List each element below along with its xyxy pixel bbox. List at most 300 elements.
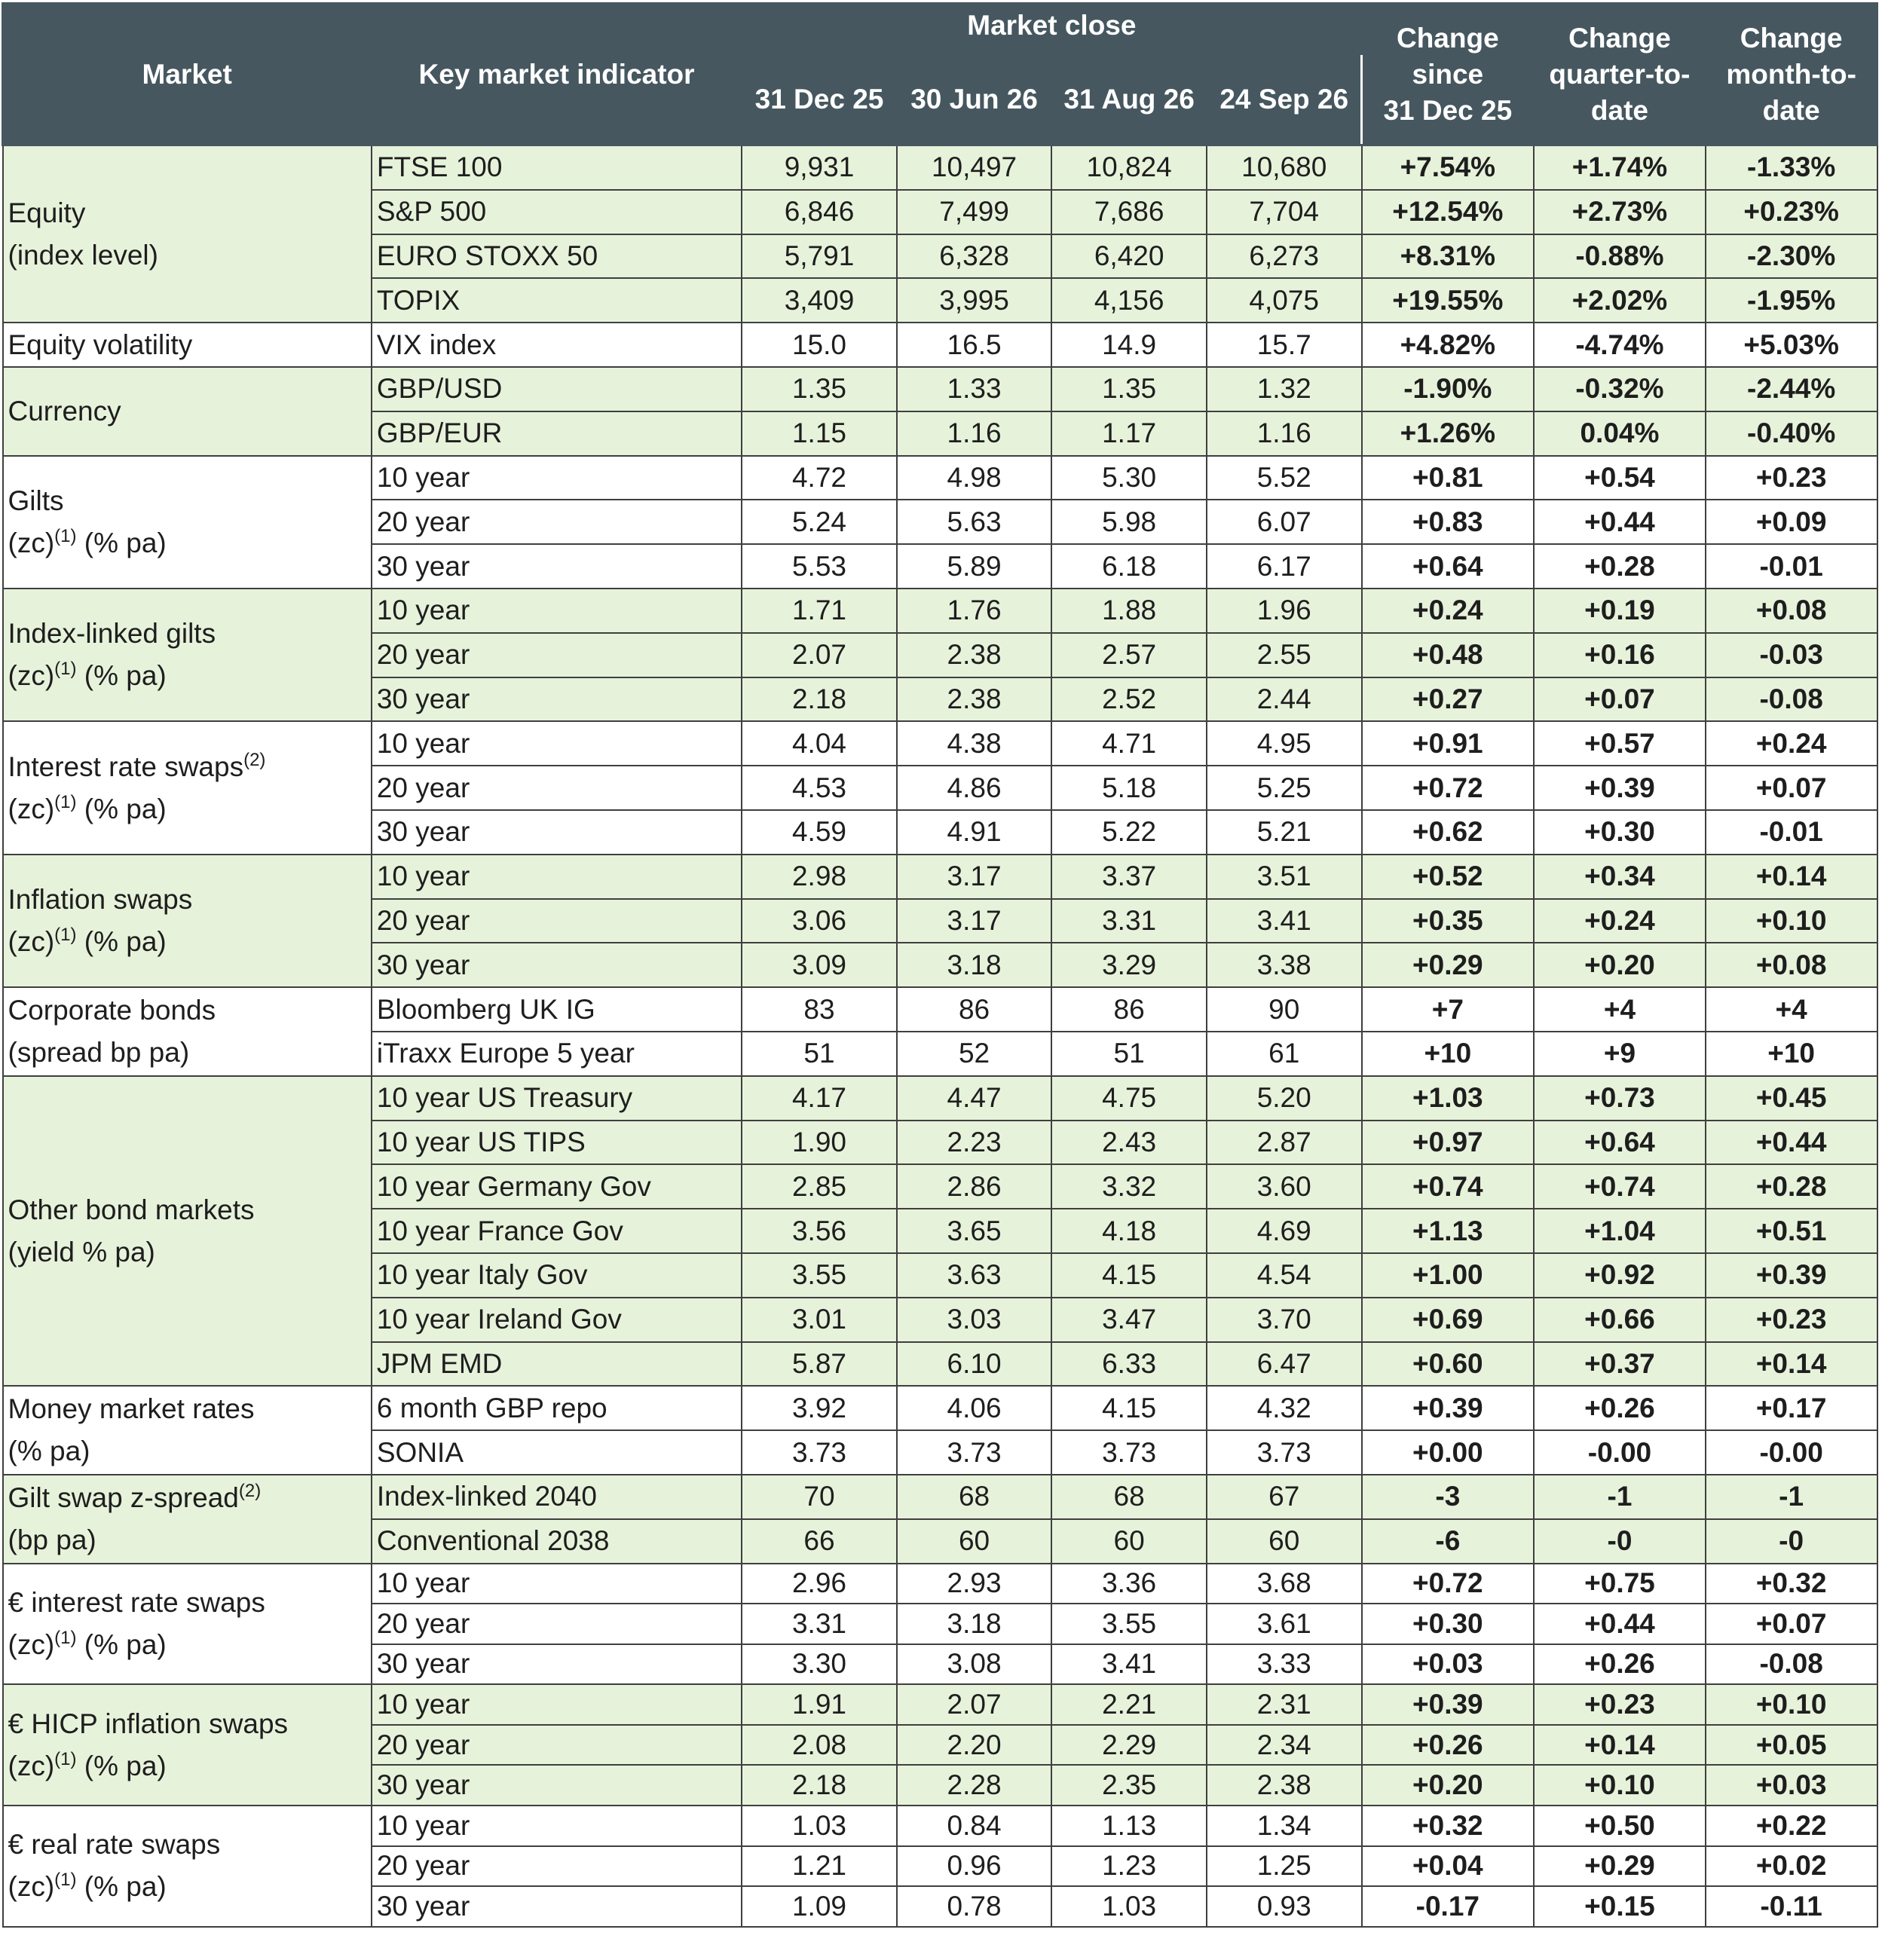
market-label-text: (zc) <box>8 527 55 558</box>
value-cell: 66 <box>742 1519 897 1564</box>
change-cell: +0.02 <box>1706 1846 1877 1887</box>
value-cell: 3.65 <box>897 1209 1052 1253</box>
indicator-cell: GBP/USD <box>372 367 742 411</box>
value-cell: 5.89 <box>897 544 1052 589</box>
value-cell: 3.09 <box>742 943 897 987</box>
market-group-label <box>3 1684 372 1806</box>
change-cell: -2.30% <box>1706 234 1877 279</box>
value-cell: 0.84 <box>897 1806 1052 1846</box>
value-cell: 4.18 <box>1051 1209 1207 1253</box>
change-cell: +0.32 <box>1362 1806 1535 1846</box>
value-cell: 6,328 <box>897 234 1052 279</box>
value-cell: 5.22 <box>1051 810 1207 855</box>
change-cell: -0.03 <box>1706 633 1877 677</box>
change-cell: +0.10 <box>1706 1684 1877 1725</box>
value-cell: 3.29 <box>1051 943 1207 987</box>
value-cell: 3.73 <box>1207 1430 1362 1475</box>
value-cell: 7,704 <box>1207 190 1362 234</box>
change-cell: +4 <box>1534 987 1706 1032</box>
change-cell: +1.74% <box>1534 145 1706 190</box>
change-cell: -0.00 <box>1706 1430 1877 1475</box>
change-mtd-line-3: date <box>1762 94 1820 126</box>
change-cell: +5.03% <box>1706 323 1877 367</box>
market-label-text: (% pa) <box>76 1750 167 1781</box>
indicator-cell: 10 year Germany Gov <box>372 1164 742 1209</box>
market-label-line <box>8 192 371 234</box>
change-cell: +4 <box>1706 987 1877 1032</box>
table-row <box>3 721 1877 766</box>
market-label-text: Index-linked gilts <box>8 618 216 650</box>
change-since-header <box>1362 4 1535 145</box>
date-header-4: 24 Sep 26 <box>1207 54 1362 145</box>
table-row <box>3 456 1877 500</box>
footnote-marker: (1) <box>54 525 77 546</box>
market-label-text: Equity <box>8 197 86 228</box>
market-label-text: € real rate swaps <box>8 1829 221 1861</box>
market-label-line <box>8 921 371 963</box>
change-cell: +10 <box>1706 1032 1877 1076</box>
change-cell: +2.73% <box>1534 190 1706 234</box>
value-cell: 5.87 <box>742 1342 897 1387</box>
market-label-text: Equity volatility <box>8 329 193 360</box>
change-cell: +19.55% <box>1362 278 1535 323</box>
value-cell: 16.5 <box>897 323 1052 367</box>
value-cell: 2.07 <box>742 633 897 677</box>
footnote-marker: (1) <box>54 659 77 680</box>
value-cell: 2.87 <box>1207 1121 1362 1165</box>
value-cell: 70 <box>742 1475 897 1519</box>
value-cell: 1.17 <box>1051 411 1207 456</box>
change-cell: +0.72 <box>1362 1564 1535 1604</box>
value-cell: 3.37 <box>1051 855 1207 899</box>
table-row <box>3 145 1877 190</box>
value-cell: 86 <box>1051 987 1207 1032</box>
indicator-cell: 30 year <box>372 943 742 987</box>
value-cell: 0.78 <box>897 1886 1052 1927</box>
value-cell: 86 <box>897 987 1052 1032</box>
change-cell: +0.91 <box>1362 721 1535 766</box>
change-cell: -1.95% <box>1706 278 1877 323</box>
value-cell: 3.61 <box>1207 1604 1362 1644</box>
market-group-label <box>3 721 372 854</box>
value-cell: 2.21 <box>1051 1684 1207 1725</box>
value-cell: 60 <box>1051 1519 1207 1564</box>
indicator-cell: 10 year US Treasury <box>372 1076 742 1121</box>
change-cell: +1.00 <box>1362 1253 1535 1298</box>
value-cell: 4.15 <box>1051 1253 1207 1298</box>
change-cell: +0.09 <box>1706 500 1877 544</box>
change-cell: +10 <box>1362 1032 1535 1076</box>
value-cell: 4.91 <box>897 810 1052 855</box>
value-cell: 4.38 <box>897 721 1052 766</box>
market-label-line <box>8 879 371 921</box>
change-cell: +0.44 <box>1534 500 1706 544</box>
indicator-cell: 30 year <box>372 1644 742 1685</box>
change-cell: +0.74 <box>1362 1164 1535 1209</box>
market-group-label <box>3 367 372 456</box>
indicator-cell: SONIA <box>372 1430 742 1475</box>
change-mtd-line-2: month-to- <box>1726 58 1856 90</box>
market-label-text: (% pa) <box>76 1871 167 1903</box>
change-cell: +0.69 <box>1362 1298 1535 1342</box>
change-cell: +0.34 <box>1534 855 1706 899</box>
change-cell: +0.39 <box>1534 766 1706 810</box>
indicator-cell: 30 year <box>372 1765 742 1806</box>
change-cell: +0.39 <box>1706 1253 1877 1298</box>
market-label-line <box>8 234 371 277</box>
market-label-line <box>8 655 371 697</box>
indicator-cell: 10 year <box>372 1564 742 1604</box>
indicator-cell: 30 year <box>372 677 742 722</box>
change-cell: +0.44 <box>1534 1604 1706 1644</box>
change-cell: +0.03 <box>1362 1644 1535 1685</box>
change-cell: +0.48 <box>1362 633 1535 677</box>
change-cell: +0.30 <box>1362 1604 1535 1644</box>
indicator-column-header: Key market indicator <box>372 4 742 145</box>
change-cell: +12.54% <box>1362 190 1535 234</box>
value-cell: 2.35 <box>1051 1765 1207 1806</box>
table-row <box>3 855 1877 899</box>
value-cell: 1.16 <box>897 411 1052 456</box>
market-label-text: Gilt swap z-spread <box>8 1481 239 1513</box>
indicator-cell: TOPIX <box>372 278 742 323</box>
change-cell: +0.14 <box>1706 855 1877 899</box>
change-cell: +0.26 <box>1534 1386 1706 1430</box>
value-cell: 3.33 <box>1207 1644 1362 1685</box>
change-cell: -3 <box>1362 1475 1535 1519</box>
value-cell: 1.23 <box>1051 1846 1207 1887</box>
change-cell: +1.26% <box>1362 411 1535 456</box>
indicator-cell: Conventional 2038 <box>372 1519 742 1564</box>
value-cell: 1.35 <box>742 367 897 411</box>
value-cell: 68 <box>897 1475 1052 1519</box>
footnote-marker: (1) <box>54 791 77 812</box>
value-cell: 2.29 <box>1051 1725 1207 1766</box>
change-cell: +0.04 <box>1362 1846 1535 1887</box>
change-mtd-header <box>1706 4 1877 145</box>
value-cell: 1.13 <box>1051 1806 1207 1846</box>
value-cell: 4,156 <box>1051 278 1207 323</box>
value-cell: 3.30 <box>742 1644 897 1685</box>
value-cell: 1.91 <box>742 1684 897 1725</box>
indicator-cell: GBP/EUR <box>372 411 742 456</box>
change-cell: +0.29 <box>1362 943 1535 987</box>
value-cell: 2.43 <box>1051 1121 1207 1165</box>
change-cell: +0.14 <box>1706 1342 1877 1387</box>
indicator-cell: 20 year <box>372 899 742 943</box>
change-since-line-1: Change <box>1396 22 1499 54</box>
change-cell: +0.66 <box>1534 1298 1706 1342</box>
value-cell: 0.93 <box>1207 1886 1362 1927</box>
market-close-header: Market close <box>742 4 1361 54</box>
value-cell: 3.36 <box>1051 1564 1207 1604</box>
value-cell: 4.47 <box>897 1076 1052 1121</box>
market-label-text: (zc) <box>8 793 55 824</box>
value-cell: 3.18 <box>897 1604 1052 1644</box>
change-cell: +0.30 <box>1534 810 1706 855</box>
table-row <box>3 1076 1877 1121</box>
indicator-cell: 30 year <box>372 1886 742 1927</box>
value-cell: 4.72 <box>742 456 897 500</box>
change-cell: +0.22 <box>1706 1806 1877 1846</box>
value-cell: 15.0 <box>742 323 897 367</box>
market-label-line <box>8 480 371 522</box>
value-cell: 1.03 <box>742 1806 897 1846</box>
indicator-cell: Bloomberg UK IG <box>372 987 742 1032</box>
value-cell: 1.88 <box>1051 589 1207 633</box>
table-row <box>3 323 1877 367</box>
value-cell: 5.21 <box>1207 810 1362 855</box>
value-cell: 7,499 <box>897 190 1052 234</box>
footnote-marker: (1) <box>54 924 77 945</box>
value-cell: 3.55 <box>1051 1604 1207 1644</box>
value-cell: 1.32 <box>1207 367 1362 411</box>
market-group-label <box>3 456 372 589</box>
market-group-label <box>3 855 372 987</box>
indicator-cell: 20 year <box>372 1725 742 1766</box>
change-cell: +0.26 <box>1362 1725 1535 1766</box>
change-cell: +0.24 <box>1534 899 1706 943</box>
value-cell: 4.95 <box>1207 721 1362 766</box>
market-label-line <box>8 989 371 1032</box>
value-cell: 2.38 <box>1207 1765 1362 1806</box>
change-cell: +0.45 <box>1706 1076 1877 1121</box>
market-group-label <box>3 1386 372 1475</box>
value-cell: 1.33 <box>897 367 1052 411</box>
value-cell: 1.21 <box>742 1846 897 1887</box>
change-cell: +1.13 <box>1362 1209 1535 1253</box>
value-cell: 5.98 <box>1051 500 1207 544</box>
change-cell: +0.23 <box>1706 1298 1877 1342</box>
change-cell: +0.75 <box>1534 1564 1706 1604</box>
market-label-text: Interest rate swaps <box>8 751 244 782</box>
value-cell: 2.93 <box>897 1564 1052 1604</box>
value-cell: 3.60 <box>1207 1164 1362 1209</box>
change-cell: +0.83 <box>1362 500 1535 544</box>
value-cell: 3.38 <box>1207 943 1362 987</box>
indicator-cell: EURO STOXX 50 <box>372 234 742 279</box>
value-cell: 4.54 <box>1207 1253 1362 1298</box>
value-cell: 1.35 <box>1051 367 1207 411</box>
market-group-label <box>3 1806 372 1927</box>
value-cell: 15.7 <box>1207 323 1362 367</box>
value-cell: 2.28 <box>897 1765 1052 1806</box>
indicator-cell: 20 year <box>372 500 742 544</box>
change-cell: +0.64 <box>1534 1121 1706 1165</box>
change-cell: +0.60 <box>1362 1342 1535 1387</box>
value-cell: 2.34 <box>1207 1725 1362 1766</box>
market-label-line <box>8 1477 371 1519</box>
table-row <box>3 589 1877 633</box>
change-cell: +0.44 <box>1706 1121 1877 1165</box>
change-cell: +0.51 <box>1706 1209 1877 1253</box>
change-cell: +0.08 <box>1706 589 1877 633</box>
change-qtd-header <box>1534 4 1706 145</box>
change-cell: +0.72 <box>1362 766 1535 810</box>
value-cell: 3.41 <box>1051 1644 1207 1685</box>
value-cell: 2.20 <box>897 1725 1052 1766</box>
change-cell: -1.33% <box>1706 145 1877 190</box>
change-cell: +0.73 <box>1534 1076 1706 1121</box>
value-cell: 5.63 <box>897 500 1052 544</box>
value-cell: 51 <box>742 1032 897 1076</box>
change-cell: +0.64 <box>1362 544 1535 589</box>
value-cell: 6.18 <box>1051 544 1207 589</box>
market-label-text: Money market rates <box>8 1393 255 1425</box>
change-since-line-3: 31 Dec 25 <box>1383 94 1513 126</box>
value-cell: 7,686 <box>1051 190 1207 234</box>
table-row <box>3 1684 1877 1725</box>
market-indicators-table <box>2 2 1878 1928</box>
change-cell: +0.37 <box>1534 1342 1706 1387</box>
value-cell: 3.03 <box>897 1298 1052 1342</box>
change-cell: +0.35 <box>1362 899 1535 943</box>
change-cell: +0.54 <box>1534 456 1706 500</box>
market-label-text: Corporate bonds <box>8 994 216 1026</box>
change-cell: +0.00 <box>1362 1430 1535 1475</box>
change-qtd-line-3: date <box>1590 94 1648 126</box>
value-cell: 4.75 <box>1051 1076 1207 1121</box>
value-cell: 2.55 <box>1207 633 1362 677</box>
value-cell: 6.10 <box>897 1342 1052 1387</box>
value-cell: 1.76 <box>897 589 1052 633</box>
change-cell: +0.08 <box>1706 943 1877 987</box>
value-cell: 5.18 <box>1051 766 1207 810</box>
date-header-1: 31 Dec 25 <box>742 54 897 145</box>
market-label-line <box>8 1032 371 1074</box>
indicator-cell: 10 year <box>372 721 742 766</box>
value-cell: 6,420 <box>1051 234 1207 279</box>
market-label-line <box>8 788 371 830</box>
market-label-text: (% pa) <box>76 925 167 957</box>
value-cell: 6.07 <box>1207 500 1362 544</box>
value-cell: 1.71 <box>742 589 897 633</box>
value-cell: 5.24 <box>742 500 897 544</box>
value-cell: 90 <box>1207 987 1362 1032</box>
change-cell: +0.62 <box>1362 810 1535 855</box>
indicator-cell: 6 month GBP repo <box>372 1386 742 1430</box>
value-cell: 60 <box>1207 1519 1362 1564</box>
change-cell: -4.74% <box>1534 323 1706 367</box>
value-cell: 5.53 <box>742 544 897 589</box>
change-cell: +0.07 <box>1534 677 1706 722</box>
value-cell: 3.31 <box>1051 899 1207 943</box>
change-cell: -1 <box>1534 1475 1706 1519</box>
table-header <box>3 4 1877 145</box>
market-label-line <box>8 1388 371 1430</box>
value-cell: 4.32 <box>1207 1386 1362 1430</box>
change-cell: +0.26 <box>1534 1644 1706 1685</box>
value-cell: 68 <box>1051 1475 1207 1519</box>
change-cell: +0.03 <box>1706 1765 1877 1806</box>
change-cell: -0.17 <box>1362 1886 1535 1927</box>
value-cell: 5.52 <box>1207 456 1362 500</box>
change-cell: 0.04% <box>1534 411 1706 456</box>
market-label-line <box>8 324 371 366</box>
change-cell: +0.07 <box>1706 766 1877 810</box>
value-cell: 1.09 <box>742 1886 897 1927</box>
value-cell: 2.86 <box>897 1164 1052 1209</box>
value-cell: 3.68 <box>1207 1564 1362 1604</box>
change-cell: -0.08 <box>1706 1644 1877 1685</box>
value-cell: 3.55 <box>742 1253 897 1298</box>
change-cell: -0 <box>1534 1519 1706 1564</box>
value-cell: 4.59 <box>742 810 897 855</box>
value-cell: 2.98 <box>742 855 897 899</box>
change-cell: +7 <box>1362 987 1535 1032</box>
value-cell: 2.31 <box>1207 1684 1362 1725</box>
footnote-marker: (1) <box>54 1870 77 1891</box>
value-cell: 3.31 <box>742 1604 897 1644</box>
table-row <box>3 987 1877 1032</box>
value-cell: 3.06 <box>742 899 897 943</box>
change-cell: -0.88% <box>1534 234 1706 279</box>
value-cell: 1.25 <box>1207 1846 1362 1887</box>
change-cell: +0.23 <box>1534 1684 1706 1725</box>
value-cell: 3.92 <box>742 1386 897 1430</box>
change-cell: +0.15 <box>1534 1886 1706 1927</box>
value-cell: 3,995 <box>897 278 1052 323</box>
value-cell: 0.96 <box>897 1846 1052 1887</box>
change-cell: +1.03 <box>1362 1076 1535 1121</box>
indicator-cell: 10 year Ireland Gov <box>372 1298 742 1342</box>
indicator-cell: JPM EMD <box>372 1342 742 1387</box>
value-cell: 10,497 <box>897 145 1052 190</box>
change-cell: -1 <box>1706 1475 1877 1519</box>
value-cell: 4.53 <box>742 766 897 810</box>
value-cell: 5.25 <box>1207 766 1362 810</box>
market-label-line <box>8 1519 371 1561</box>
value-cell: 4.04 <box>742 721 897 766</box>
market-group-label <box>3 1076 372 1387</box>
value-cell: 4,075 <box>1207 278 1362 323</box>
indicator-cell: 20 year <box>372 1846 742 1887</box>
market-table-container <box>2 2 1878 1928</box>
change-cell: +0.17 <box>1706 1386 1877 1430</box>
market-label-line <box>8 1430 371 1472</box>
market-label-text: (zc) <box>8 1871 55 1903</box>
market-label-text: (% pa) <box>76 1628 167 1660</box>
market-label-text: € HICP inflation swaps <box>8 1708 289 1739</box>
change-qtd-line-1: Change <box>1568 22 1671 54</box>
value-cell: 6.33 <box>1051 1342 1207 1387</box>
value-cell: 2.23 <box>897 1121 1052 1165</box>
value-cell: 3.73 <box>1051 1430 1207 1475</box>
change-cell: +0.81 <box>1362 456 1535 500</box>
market-label-line <box>8 613 371 655</box>
footnote-marker: (1) <box>54 1748 77 1769</box>
value-cell: 1.16 <box>1207 411 1362 456</box>
change-cell: +9 <box>1534 1032 1706 1076</box>
value-cell: 3.51 <box>1207 855 1362 899</box>
value-cell: 2.57 <box>1051 633 1207 677</box>
value-cell: 2.08 <box>742 1725 897 1766</box>
value-cell: 10,680 <box>1207 145 1362 190</box>
change-cell: +4.82% <box>1362 323 1535 367</box>
change-cell: +0.10 <box>1534 1765 1706 1806</box>
market-label-text: € interest rate swaps <box>8 1586 265 1618</box>
market-label-text: (zc) <box>8 1628 55 1660</box>
change-cell: +0.28 <box>1706 1164 1877 1209</box>
change-cell: +0.32 <box>1706 1564 1877 1604</box>
change-cell: +0.20 <box>1362 1765 1535 1806</box>
market-label-line <box>8 1824 371 1866</box>
market-label-line <box>8 1582 371 1624</box>
value-cell: 2.38 <box>897 677 1052 722</box>
market-label-line <box>8 390 371 433</box>
date-header-3: 31 Aug 26 <box>1051 54 1207 145</box>
indicator-cell: 30 year <box>372 810 742 855</box>
